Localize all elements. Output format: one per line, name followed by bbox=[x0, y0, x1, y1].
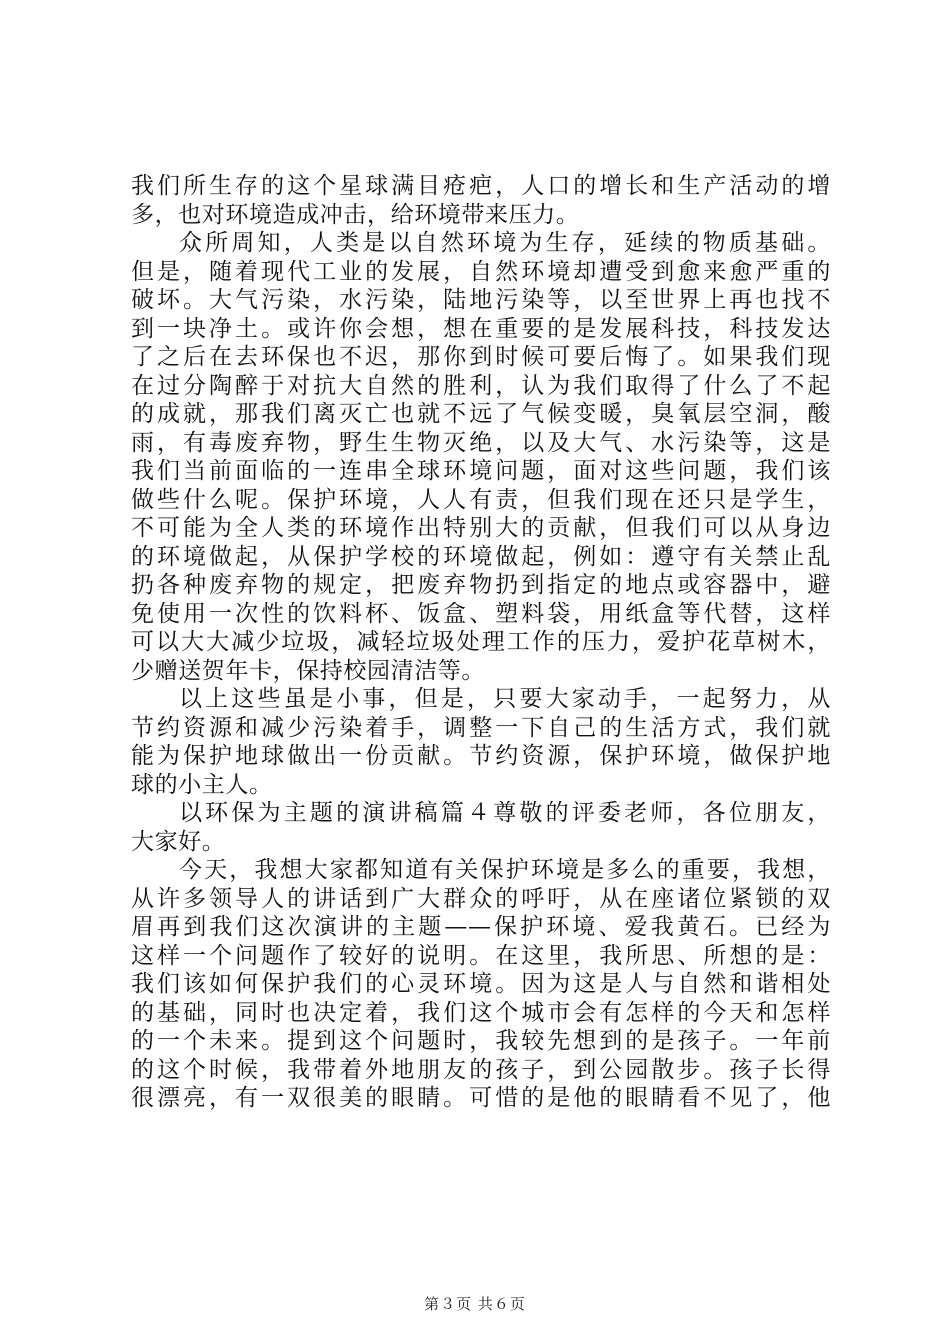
text-line: 从许多领导人的讲话到广大群众的呼吁，从在座诸位紧锁的双 bbox=[131, 885, 831, 912]
text-line: 的成就，那我们离灭亡也就不远了气候变暖，臭氧层空洞，酸 bbox=[131, 401, 831, 427]
text-line: 不可能为全人类的环境作出特别大的贡献，但我们可以从身边 bbox=[131, 515, 831, 541]
text-line: 我们当前面临的一连串全球环境问题，面对这些问题，我们该 bbox=[131, 458, 831, 484]
page-footer: 第３页 共６页 bbox=[424, 1295, 526, 1313]
text-line: 的基础，同时也决定着，我们这个城市会有怎样的今天和怎样 bbox=[131, 999, 831, 1026]
text-line: 众所周知，人类是以自然环境为生存，延续的物质基础。 bbox=[179, 230, 831, 256]
text-line: 了之后在去环保也不迟，那你到时候可要后悔了。如果我们现 bbox=[131, 344, 831, 370]
text-line: 破坏。大气污染，水污染，陆地污染等，以至世界上再也找不 bbox=[131, 287, 831, 313]
text-line: 到一块净土。或许你会想，想在重要的是发展科技，科技发达 bbox=[131, 315, 831, 342]
text-line: 以上这些虽是小事，但是，只要大家动手，一起努力，从 bbox=[179, 686, 831, 712]
text-line: 在过分陶醉于对抗大自然的胜利，认为我们取得了什么了不起 bbox=[131, 372, 831, 399]
text-line: 多，也对环境造成冲击，给环境带来压力。 bbox=[131, 201, 580, 228]
text-line: 做些什么呢。保护环境，人人有责，但我们现在还只是学生， bbox=[131, 486, 831, 513]
text-line: 扔各种废弃物的规定，把废弃物扔到指定的地点或容器中，避 bbox=[131, 572, 831, 598]
text-line: 今天，我想大家都知道有关保护环境是多么的重要，我想， bbox=[179, 857, 831, 883]
text-line: 的环境做起，从保护学校的环境做起，例如：遵守有关禁止乱 bbox=[131, 543, 831, 570]
text-line: 免使用一次性的饮料杯、饭盒、塑料袋，用纸盒等代替，这样 bbox=[131, 600, 831, 627]
text-line: 的一个未来。提到这个问题时，我较先想到的是孩子。一年前 bbox=[131, 1028, 831, 1054]
text-line: 大家好。 bbox=[131, 828, 226, 855]
text-line: 这样一个问题作了较好的说明。在这里，我所思、所想的是： bbox=[131, 942, 831, 969]
text-line: 少赠送贺年卡，保持校园清洁等。 bbox=[131, 657, 485, 684]
text-line: 眉再到我们这次演讲的主题——保护环境、爱我黄石。已经为 bbox=[131, 914, 831, 940]
text-line: 球的小主人。 bbox=[131, 771, 273, 798]
text-line: 能为保护地球做出一份贡献。节约资源，保护环境，做保护地 bbox=[131, 743, 831, 769]
text-line: 的这个时候，我带着外地朋友的孩子，到公园散步。孩子长得 bbox=[131, 1056, 831, 1083]
text-line: 我们该如何保护我们的心灵环境。因为这是人与自然和谐相处 bbox=[131, 971, 831, 997]
text-line: 以环保为主题的演讲稿篇４尊敬的评委老师，各位朋友， bbox=[179, 800, 831, 826]
text-line: 很漂亮，有一双很美的眼睛。可惜的是他的眼睛看不见了，他 bbox=[131, 1085, 831, 1111]
text-line: 可以大大减少垃圾，减轻垃圾处理工作的压力，爱护花草树木， bbox=[131, 629, 831, 655]
text-line: 我们所生存的这个星球满目疮疤，人口的增长和生产活动的增 bbox=[131, 173, 831, 199]
text-line: 但是，随着现代工业的发展，自然环境却遭受到愈来愈严重的 bbox=[131, 258, 831, 285]
text-line: 雨，有毒废弃物，野生生物灭绝，以及大气、水污染等，这是 bbox=[131, 429, 831, 456]
body-text bbox=[131, 172, 831, 1113]
text-line: 节约资源和减少污染着手，调整一下自己的生活方式，我们就 bbox=[131, 714, 831, 741]
